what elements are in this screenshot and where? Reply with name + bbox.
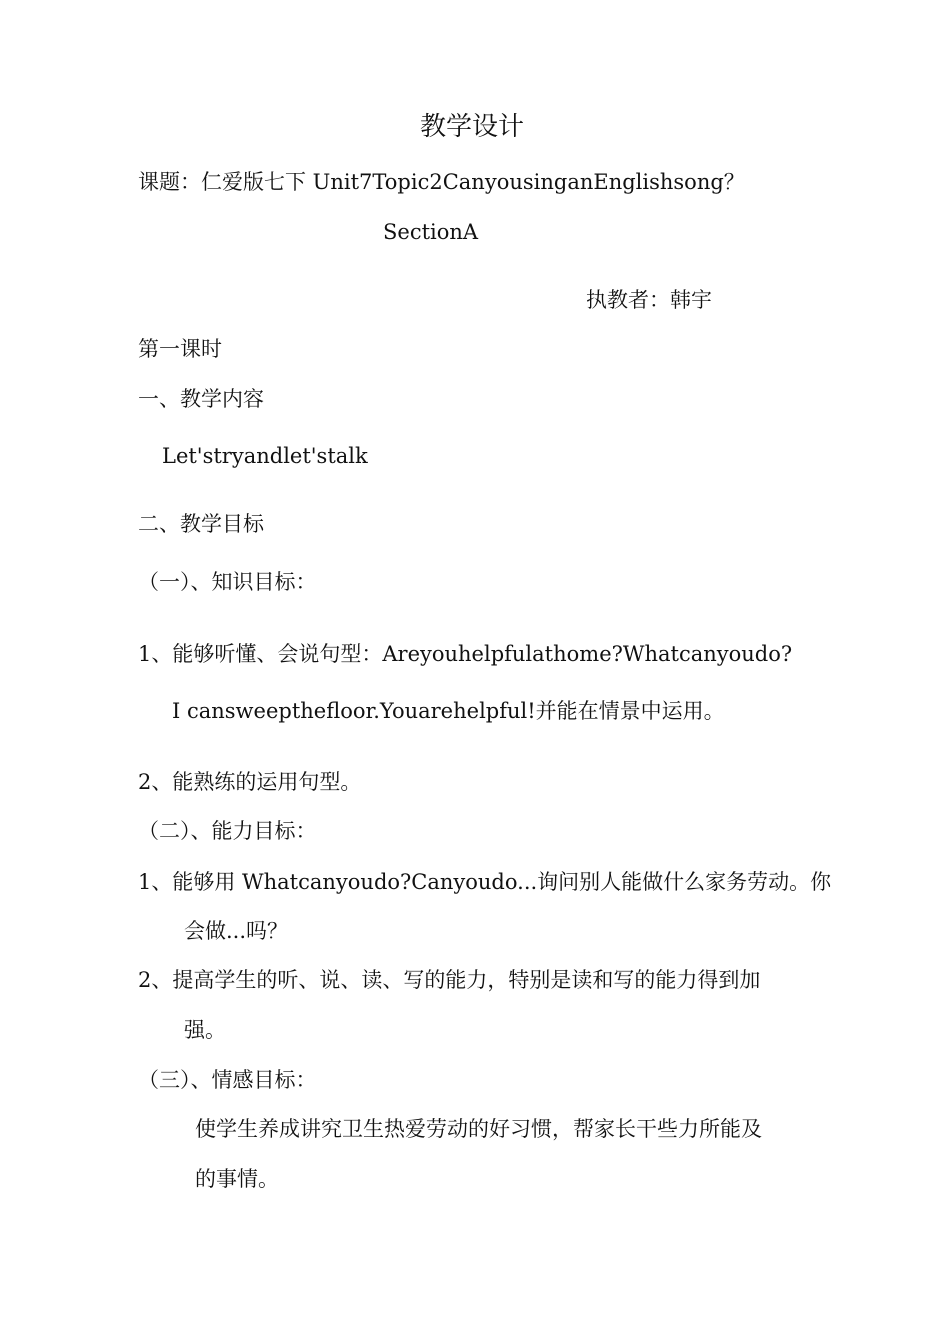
knowledge-item-1-line-1: 1、能够听懂、会说句型：Areyouhelpfulathome?Whatcanyoudo? xyxy=(138,642,793,666)
emotion-line-2: 的事情。 xyxy=(195,1167,279,1191)
knowledge-item-1-line-2: I cansweepthefloor.Youarehelpful!并能在情景中运用。 xyxy=(172,699,725,723)
content-text: Let'stryandlet'stalk xyxy=(162,444,368,468)
teacher-line: 执教者：韩宇 xyxy=(586,288,712,312)
knowledge-item-2: 2、能熟练的运用句型。 xyxy=(138,770,362,794)
emotion-heading: （三）、情感目标： xyxy=(138,1068,317,1092)
document-title: 教学设计 xyxy=(420,112,525,142)
ability-item-2-line-2: 强。 xyxy=(184,1018,226,1042)
ability-item-1-line-2: 会做...吗？ xyxy=(184,919,289,943)
ability-heading: （二）、能力目标： xyxy=(138,819,317,843)
section-label: SectionA xyxy=(383,220,479,244)
content-heading: 一、教学内容 xyxy=(138,387,264,411)
course-topic-line: 课题：仁爱版七下 Unit7Topic2CanyousinganEnglishsong？ xyxy=(138,170,745,194)
knowledge-heading: （一）、知识目标： xyxy=(138,570,317,594)
ability-item-2-line-1: 2、提高学生的听、说、读、写的能力，特别是读和写的能力得到加 xyxy=(138,968,761,992)
ability-item-1-line-1: 1、能够用 Whatcanyoudo?Canyoudo...询问别人能做什么家务劳动。你 xyxy=(138,870,832,894)
emotion-line-1: 使学生养成讲究卫生热爱劳动的好习惯，帮家长干些力所能及 xyxy=(195,1117,762,1141)
goals-heading: 二、教学目标 xyxy=(138,512,264,536)
period-label: 第一课时 xyxy=(138,337,222,361)
